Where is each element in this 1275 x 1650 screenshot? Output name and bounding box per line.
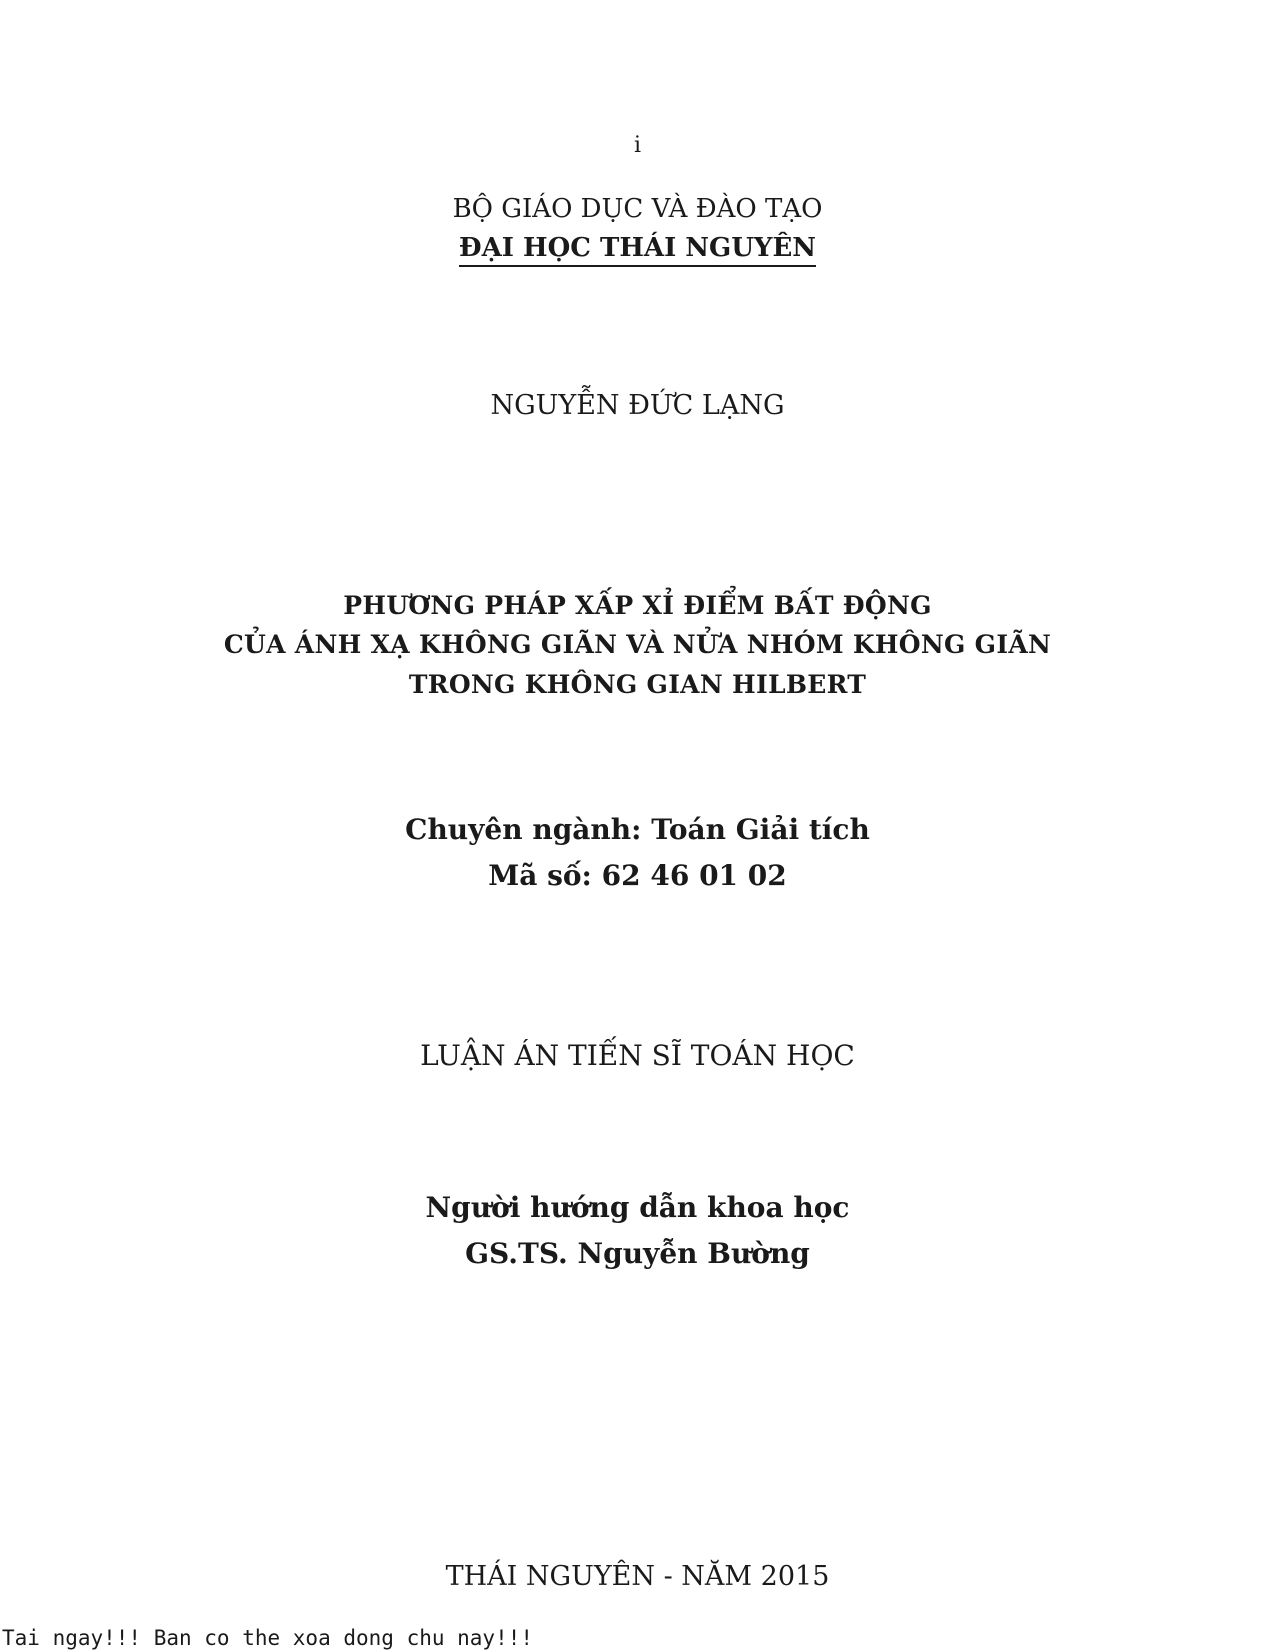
ministry-name: BỘ GIÁO DỤC VÀ ĐÀO TẠO [452, 194, 823, 224]
author-name: NGUYỄN ĐỨC LẠNG [490, 390, 785, 421]
degree-type: LUẬN ÁN TIẾN SĨ TOÁN HỌC [420, 1039, 855, 1072]
advisor-name: GS.TS. Nguyễn Bường [465, 1237, 810, 1270]
specialization-major: Chuyên ngành: Toán Giải tích [405, 813, 870, 846]
university-name-text: ĐẠI HỌC THÁI NGUYÊN [459, 235, 816, 267]
advisor-label: Người hướng dẫn khoa học [425, 1191, 850, 1224]
footer-watermark-note: Tai ngay!!! Ban co the xoa dong chu nay!!! [2, 1626, 534, 1650]
thesis-title-line-1: PHƯƠNG PHÁP XẤP XỈ ĐIỂM BẤT ĐỘNG [343, 591, 932, 620]
university-name [0, 235, 1275, 267]
thesis-title-line-3: TRONG KHÔNG GIAN HILBERT [408, 670, 867, 699]
place-and-year: THÁI NGUYÊN - NĂM 2015 [445, 1561, 830, 1592]
page-number: i [633, 133, 642, 158]
thesis-title-line-2: CỦA ÁNH XẠ KHÔNG GIÃN VÀ NỬA NHÓM KHÔNG GIÃN [223, 630, 1052, 659]
specialization-code: Mã số: 62 46 01 02 [488, 859, 787, 892]
